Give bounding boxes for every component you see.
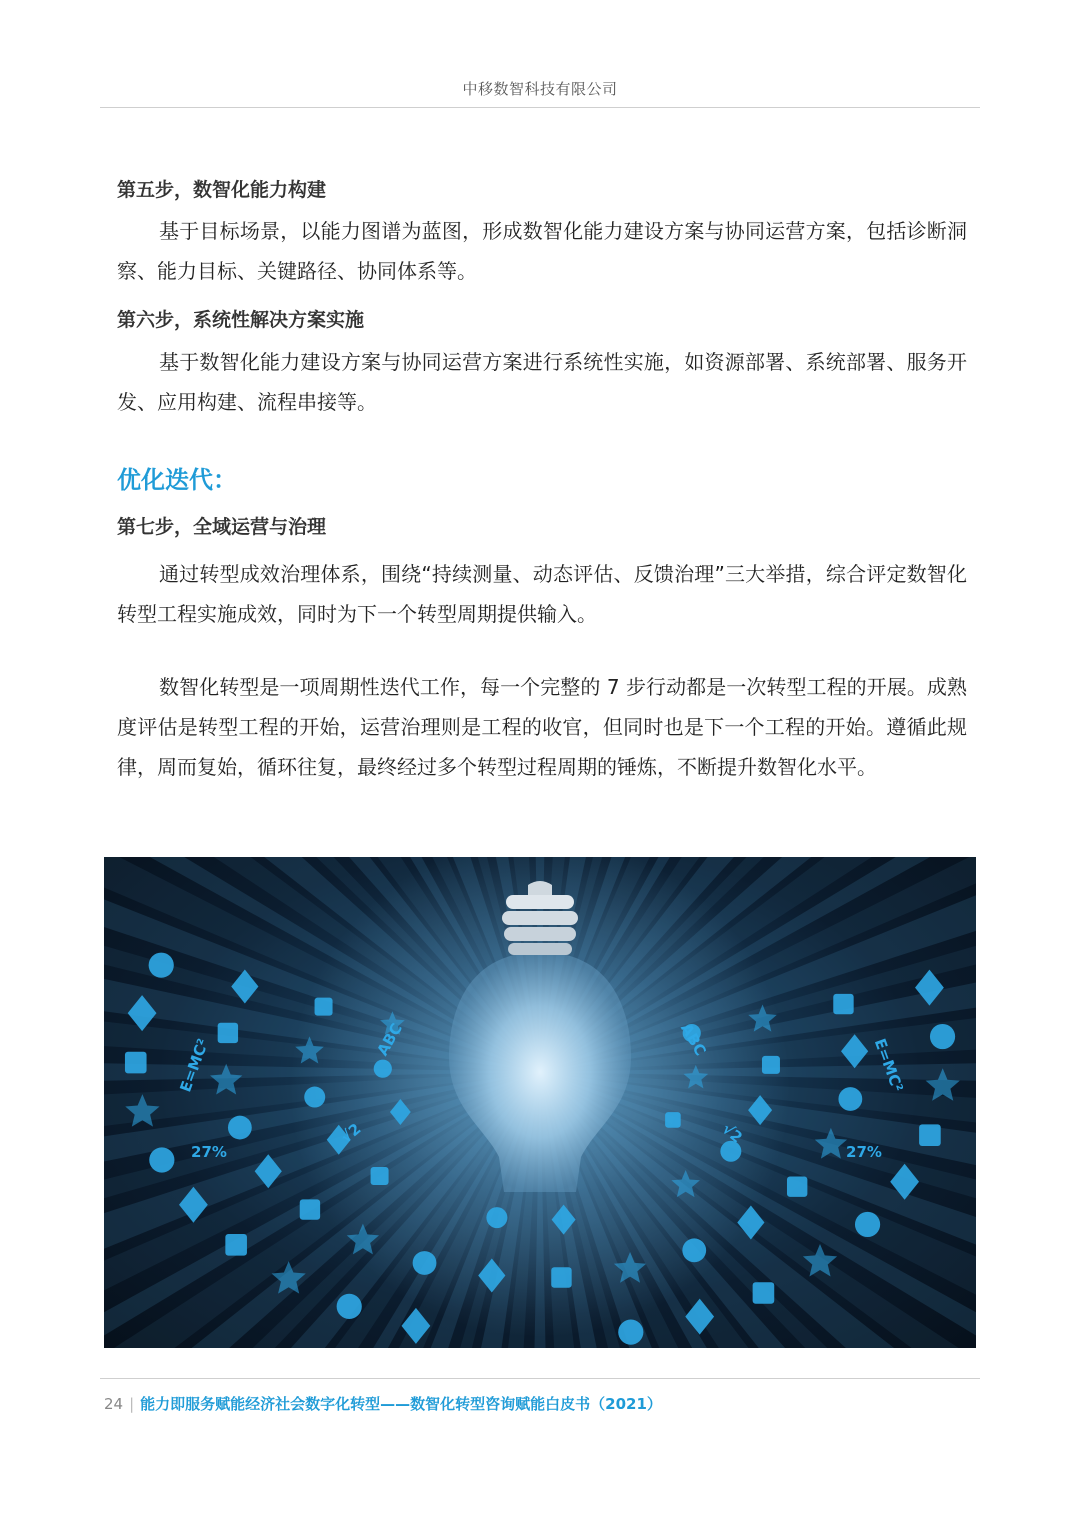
education-icon (228, 1116, 252, 1140)
step7-paragraph: 通过转型成效治理体系，围绕“持续测量、动态评估、反馈治理”三大举措，综合评定数智化转型工程实施成效，同时为下一个转型周期提供输入。 (117, 562, 967, 626)
education-icon (374, 1060, 392, 1078)
page-header-company: 中移数智科技有限公司 (462, 80, 618, 98)
education-icon (665, 1112, 681, 1128)
education-icon (919, 1124, 941, 1146)
education-icon (762, 1056, 780, 1074)
education-icon (304, 1087, 325, 1108)
page-number: 24 (104, 1395, 124, 1413)
education-icon (315, 998, 333, 1016)
education-icon (551, 1267, 571, 1287)
education-icon (787, 1177, 807, 1197)
education-icon (720, 1141, 741, 1162)
education-icon (486, 1207, 507, 1228)
education-icon (300, 1199, 320, 1219)
education-icon (833, 994, 853, 1014)
lightbulb-svg (104, 857, 976, 1348)
header-divider (100, 107, 980, 108)
education-icon (618, 1320, 643, 1345)
section-title-optimization: 优化迭代： (117, 466, 237, 494)
education-icon (838, 1087, 862, 1111)
education-icon (413, 1251, 437, 1275)
icon-label: √2 (337, 1119, 365, 1147)
education-icon (371, 1167, 389, 1185)
education-icon (337, 1294, 362, 1319)
education-icon (225, 1234, 247, 1256)
icon-label: √2 (718, 1119, 746, 1147)
step6-paragraph: 基于数智化能力建设方案与协同运营方案进行系统性实施，如资源部署、系统部署、服务开发、应用构建、流程串接等。 (117, 350, 967, 414)
footer-divider (100, 1378, 980, 1379)
education-icon (682, 1238, 706, 1262)
page-footer (104, 1393, 662, 1414)
step7-heading: 第七步，全域运营与治理 (117, 516, 327, 538)
education-icon (855, 1212, 880, 1237)
education-icon (218, 1023, 238, 1043)
education-icon (149, 953, 174, 978)
education-icon (753, 1282, 775, 1304)
icon-label: 27% (191, 1143, 227, 1161)
icon-label: 27% (846, 1143, 882, 1161)
summary-paragraph: 数智化转型是一项周期性迭代工作，每一个完整的 7 步行动都是一次转型工程的开展。成熟度评估是转型工程的开始，运营治理则是工程的收官，但同时也是下一个工程的开始。遵循此规律，周而复始，循环往复，最终经过多个转型过程周期的锤炼，不断提升数智化水平。 (117, 675, 967, 779)
education-icon (149, 1147, 174, 1172)
icon-label: ABC (373, 1020, 406, 1059)
icon-label: ABC (677, 1020, 710, 1059)
education-icon (930, 1024, 955, 1049)
footer-separator: | (129, 1395, 135, 1413)
lightbulb-illustration (104, 857, 976, 1348)
footer-document-title: 能力即服务赋能经济社会数字化转型——数智化转型咨询赋能白皮书（2021） (140, 1395, 662, 1413)
step5-heading: 第五步，数智化能力构建 (117, 179, 327, 201)
education-icon (125, 1052, 147, 1074)
icon-label: E=MC² (176, 1036, 213, 1095)
step5-paragraph: 基于目标场景，以能力图谱为蓝图，形成数智化能力建设方案与协同运营方案，包括诊断洞察、能力目标、关键路径、协同体系等。 (117, 219, 967, 283)
icon-label: E=MC² (870, 1036, 907, 1095)
step6-heading: 第六步，系统性解决方案实施 (117, 309, 365, 331)
